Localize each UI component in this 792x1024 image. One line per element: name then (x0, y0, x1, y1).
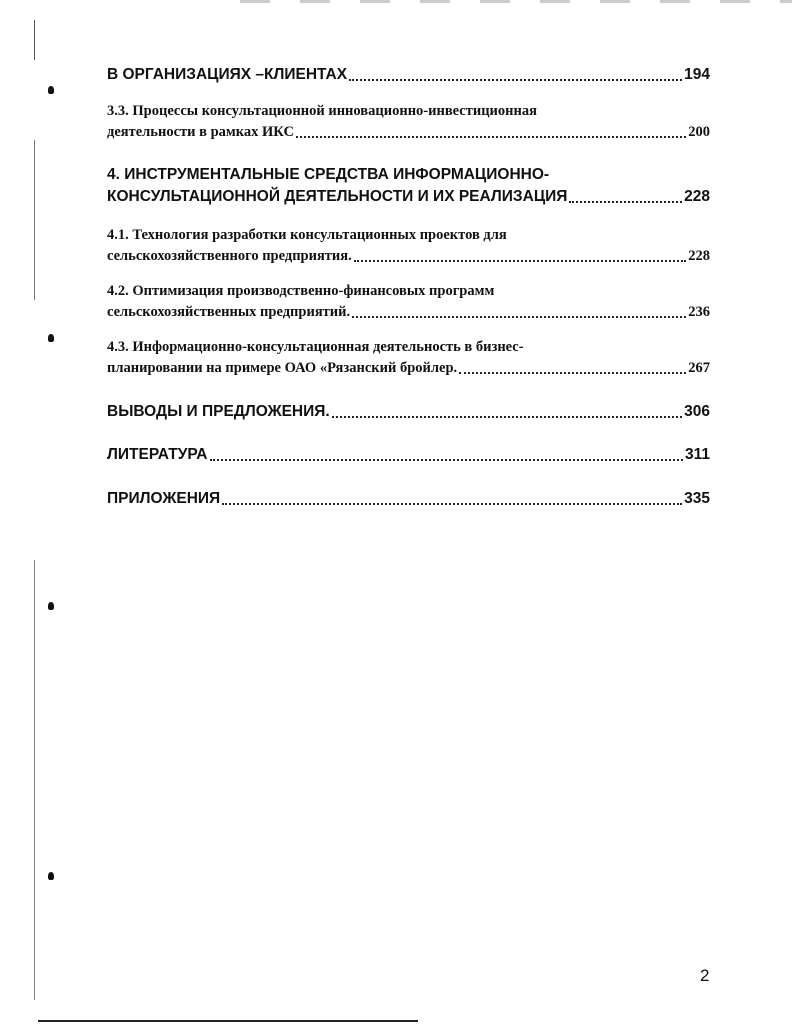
toc-entry-page: 267 (688, 360, 710, 376)
dot-leader (222, 501, 682, 505)
toc-entry-title-line2: планировании на примере ОАО «Рязанский бройлер. (107, 360, 458, 376)
dot-leader (210, 457, 683, 461)
toc-entry-page: 228 (688, 248, 710, 264)
dot-leader (352, 314, 686, 318)
toc-entry-title-line1: 4. ИНСТРУМЕНТАЛЬНЫЕ СРЕДСТВА ИНФОРМАЦИОННО- (107, 166, 550, 183)
toc-entry-title-line1: 4.2. Оптимизация производственно-финансовых программ (107, 283, 495, 299)
toc-entry-page: 306 (684, 403, 710, 420)
toc-entry-title-line1: 4.3. Информационно-консультационная деятельность в бизнес- (107, 339, 524, 355)
dot-leader (569, 199, 682, 203)
toc-entry[interactable] (107, 225, 710, 267)
toc-entry[interactable] (107, 101, 710, 143)
scan-mark (48, 334, 54, 342)
toc-entry-title-line2: сельскохозяйственного предприятия. (107, 248, 352, 264)
toc-entry-title-line1: 4.1. Технология разработки консультационных проектов для (107, 227, 507, 243)
dot-leader (332, 414, 682, 418)
toc-entry-title-line2: деятельности в рамках ИКС (107, 124, 294, 140)
scan-mark (48, 872, 54, 880)
scan-artifact-top (240, 0, 792, 3)
toc-entry-page: 194 (684, 66, 710, 83)
toc-entry[interactable] (107, 164, 710, 208)
scan-mark (48, 86, 54, 94)
toc-entry-page: 335 (684, 490, 710, 507)
dot-leader (354, 258, 686, 262)
toc-entry[interactable] (107, 337, 710, 379)
toc-entry-title-line1: 3.3. Процессы консультационной инновационно-инвестиционная (107, 103, 537, 119)
toc-entry-title-line2: КОНСУЛЬТАЦИОННОЙ ДЕЯТЕЛЬНОСТИ И ИХ РЕАЛИЗАЦИЯ (107, 188, 568, 205)
toc-entry[interactable] (107, 488, 710, 510)
dot-leader (296, 134, 686, 138)
scan-mark (48, 602, 54, 610)
toc-entry-page: 236 (688, 304, 710, 320)
toc-entry-title-line2: сельскохозяйственных предприятий. (107, 304, 351, 320)
toc-entry-title: ЛИТЕРАТУРА (107, 446, 208, 463)
toc-entry-page: 311 (684, 446, 710, 463)
dot-leader (349, 77, 682, 81)
toc-entry[interactable] (107, 444, 710, 466)
scan-edge-left (34, 0, 35, 1024)
toc-entry-title: ВЫВОДЫ И ПРЕДЛОЖЕНИЯ. (107, 403, 330, 420)
toc-entry-title: В ОРГАНИЗАЦИЯХ –КЛИЕНТАХ (107, 66, 348, 83)
toc-entry-title: ПРИЛОЖЕНИЯ (107, 490, 221, 507)
toc-entry[interactable] (107, 401, 710, 423)
toc-entry[interactable] (107, 64, 710, 86)
toc-entry-page: 228 (684, 188, 710, 205)
page-number: 2 (700, 966, 710, 985)
scan-edge-bottom (38, 1020, 418, 1022)
toc-entry-page: 200 (688, 124, 710, 140)
dot-leader (459, 370, 686, 374)
toc-entry[interactable] (107, 281, 710, 323)
